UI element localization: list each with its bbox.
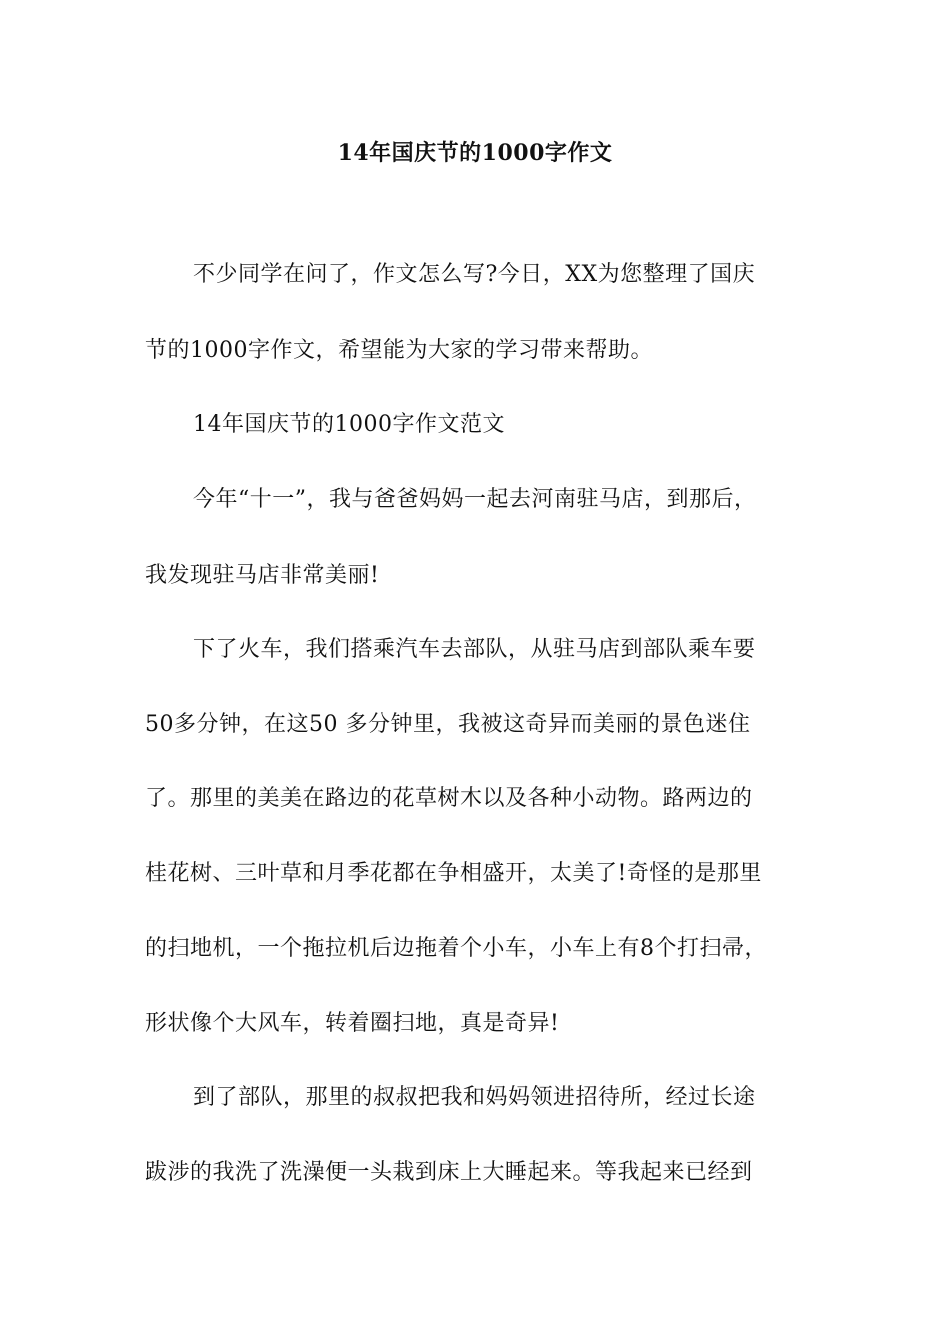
paragraph-line: 了。那里的美美在路边的花草树木以及各种小动物。路两边的 [145, 786, 753, 811]
document-title: 14年国庆节的1000字作文 [337, 140, 613, 166]
section-heading: 14年国庆节的1000字作文范文 [193, 412, 505, 437]
paragraph-line: 今年“十一”，我与爸爸妈妈一起去河南驻马店，到那后， [193, 487, 757, 512]
paragraph-line: 50多分钟，在这50 多分钟里，我被这奇异而美丽的景色迷住 [145, 712, 751, 737]
paragraph-line: 节的1000字作文，希望能为大家的学习带来帮助。 [145, 338, 653, 363]
paragraph-line: 形状像个大风车，转着圈扫地，真是奇异! [145, 1011, 560, 1036]
paragraph-line: 跋涉的我洗了洗澡便一头栽到床上大睡起来。等我起来已经到 [145, 1160, 753, 1185]
paragraph-line: 桂花树、三叶草和月季花都在争相盛开，太美了!奇怪的是那里 [145, 861, 762, 886]
paragraph-line: 不少同学在问了，作文怎么写?今日，XX为您整理了国庆 [193, 262, 756, 287]
paragraph-line: 我发现驻马店非常美丽! [145, 563, 380, 588]
paragraph-line: 到了部队，那里的叔叔把我和妈妈领进招待所，经过长途 [193, 1085, 756, 1110]
paragraph-line: 下了火车，我们搭乘汽车去部队，从驻马店到部队乘车要 [193, 637, 756, 662]
paragraph-line: 的扫地机，一个拖拉机后边拖着个小车，小车上有8个打扫帚， [145, 936, 767, 961]
